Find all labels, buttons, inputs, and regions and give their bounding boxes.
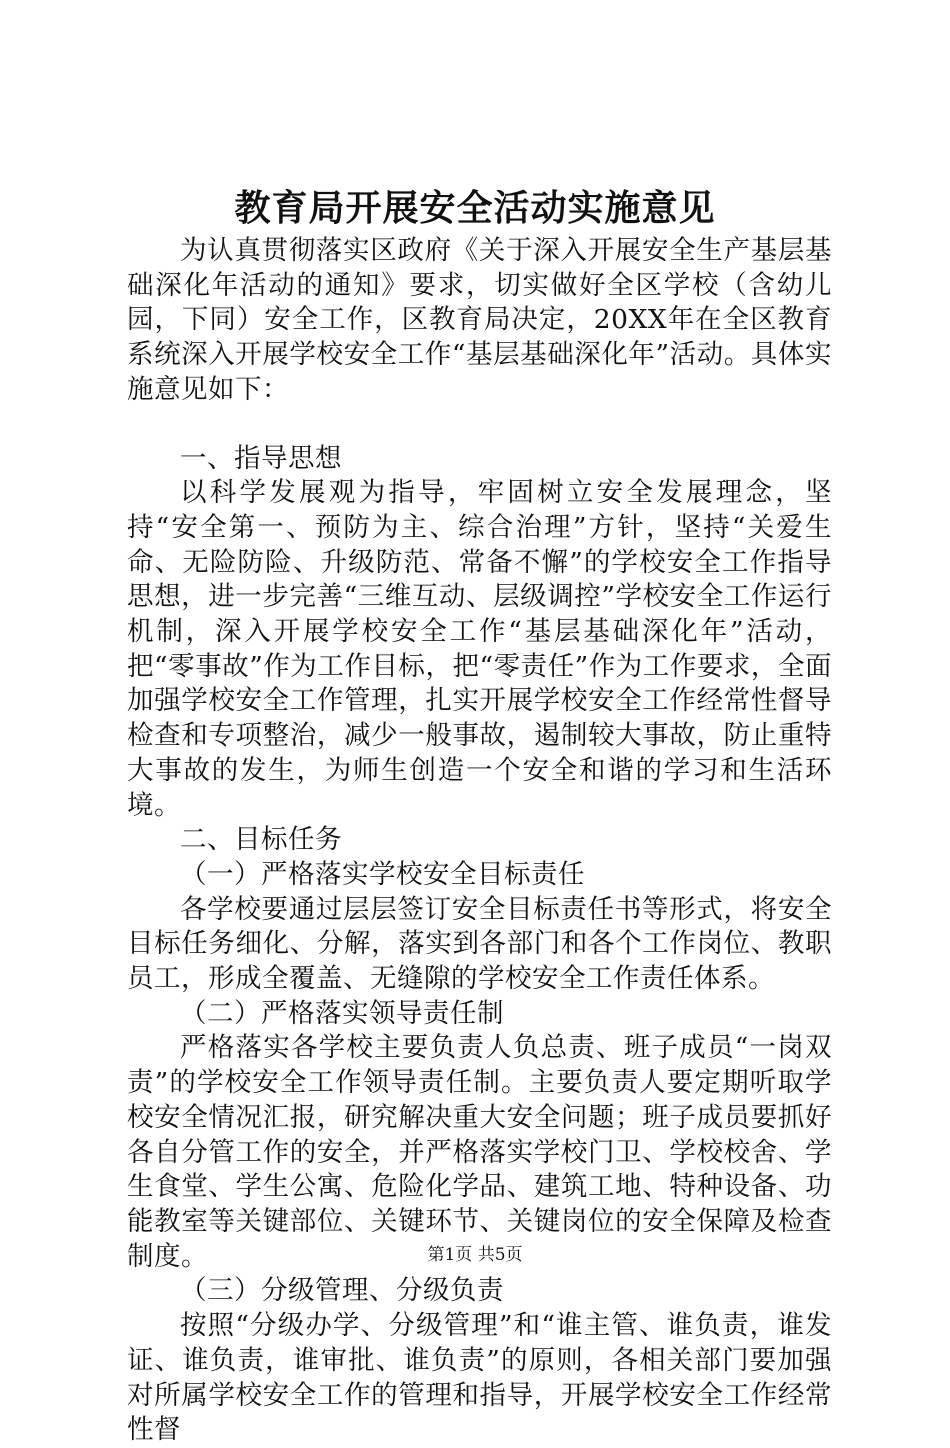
paragraph-gap [127,408,832,442]
intro-paragraph: 为认真贯彻落实区政府《关于深入开展安全生产基层基础深化年活动的通知》要求，切实做好全区学校（含幼儿园，下同）安全工作，区教育局决定，20XX年在全区教育系统深入开展学校安全工作“基层基础深化年”活动。具体实施意见如下： [127,235,832,405]
section-paragraph-guiding-ideology: 以科学发展观为指导，牢固树立安全发展理念，坚持“安全第一、预防为主、综合治理”方针，坚持“关爱生命、无险防险、升级防范、常备不懈”的学校安全工作指导思想，进一步完善“三维互动、层级调控”学校安全工作运行机制，深入开展学校安全工作“基层基础深化年”活动，把“零事故”作为工作目标，把“零责任”作为工作要求，全面加强学校安全工作管理，扎实开展学校安全工作经常性督导检查和专项整治，减少一般事故，遏制较大事故，防止重特大事故的发生，为师生创造一个安全和谐的学习和生活环境。 [127,477,832,821]
section-heading-guiding-ideology: 一、指导思想 [180,442,342,474]
subsection-paragraph-3: 按照“分级办学、分级管理”和“谁主管、谁负责，谁发证、谁负责，谁审批、谁负责”的原则，各相关部门要加强对所属学校安全工作的管理和指导，开展学校安全工作经常性督 [127,1310,832,1446]
subsection-heading-3: （三）分级管理、分级负责 [180,1275,504,1307]
section-heading-objectives: 二、目标任务 [180,824,342,856]
subsection-paragraph-2: 严格落实各学校主要负责人负总责、班子成员“一岗双责”的学校安全工作领导责任制。主要负责人要定期听取学校安全情况汇报，研究解决重大安全问题；班子成员要抓好各自分管工作的安全，并严格落实学校门卫、学校校舍、学生食堂、学生公寓、危险化学品、建筑工地、特种设备、功能教室等关键部位、关键环节、关键岗位的安全保障及检查制度。 [127,1032,832,1272]
subsection-heading-1: （一）严格落实学校安全目标责任 [180,858,585,890]
page-number-footer: 第1页 共5页 [427,1245,523,1265]
subsection-paragraph-1: 各学校要通过层层签订安全目标责任书等形式，将安全目标任务细化、分解，落实到各部门和各个工作岗位、教职员工，形成全覆盖、无缝隙的学校安全工作责任体系。 [127,893,832,995]
subsection-heading-2: （二）严格落实领导责任制 [180,997,504,1029]
document-title: 教育局开展安全活动实施意见 [234,188,716,229]
